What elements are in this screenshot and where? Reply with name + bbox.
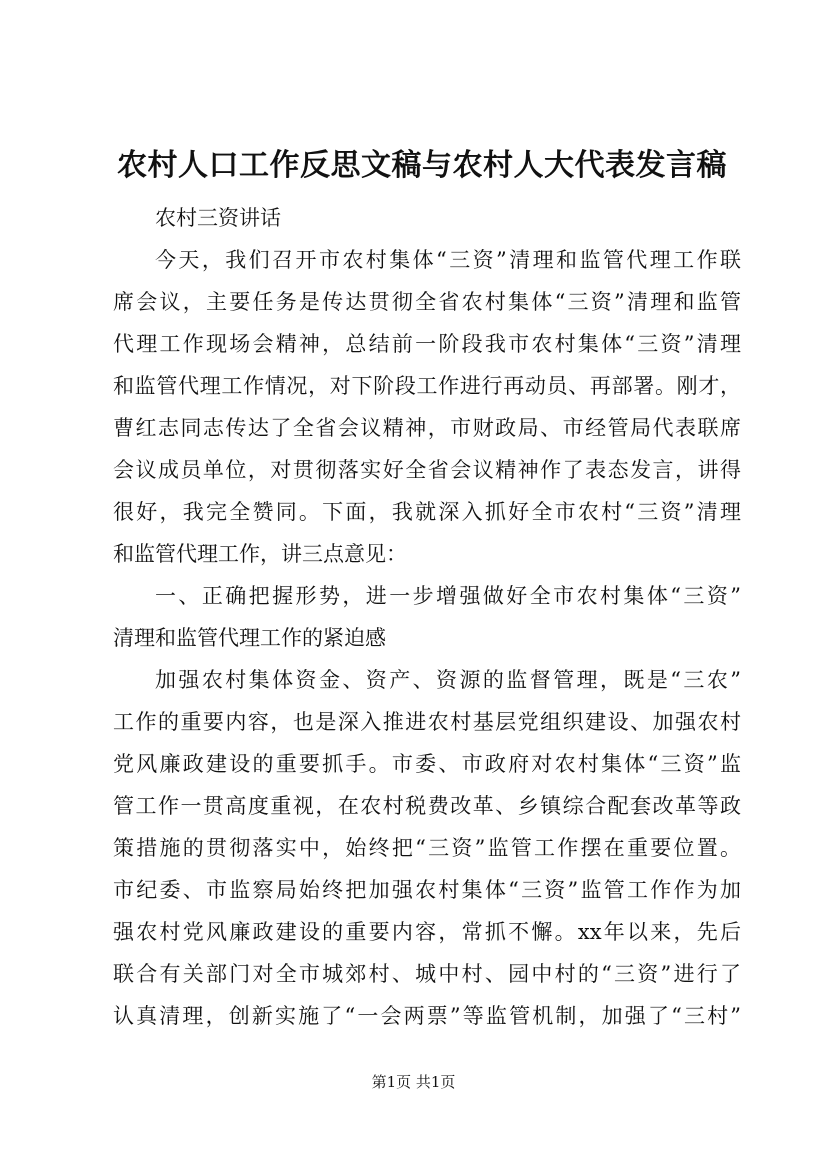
paragraph-line: 和监管代理工作情况，对下阶段工作进行再动员、再部署。刚才， (113, 374, 741, 398)
document-title: 农村人口工作反思文稿与农村人大代表发言稿 (117, 148, 727, 183)
paragraph-line: 党风廉政建设的重要抓手。市委、市政府对农村集体“三资”监 (113, 752, 741, 776)
paragraph-line: 席会议，主要任务是传达贯彻全省农村集体“三资”清理和监管 (113, 290, 741, 314)
paragraph-line: 强农村党风廉政建设的重要内容，常抓不懈。xx年以来，先后 (113, 920, 741, 944)
paragraph-line: 市纪委、市监察局始终把加强农村集体“三资”监管工作作为加 (113, 878, 741, 902)
subtitle-line: 农村三资讲话 (155, 206, 281, 230)
paragraph-line: 联合有关部门对全市城郊村、城中村、园中村的“三资”进行了 (113, 962, 741, 986)
paragraph-line: 认真清理，创新实施了“一会两票”等监管机制，加强了“三村” (113, 1004, 741, 1028)
paragraph-line: 策措施的贯彻落实中，始终把“三资”监管工作摆在重要位置。 (113, 836, 741, 860)
section-heading-line: 清理和监管代理工作的紧迫感 (113, 626, 386, 650)
paragraph-line: 会议成员单位，对贯彻落实好全省会议精神作了表态发言，讲得 (113, 458, 741, 482)
paragraph-line: 和监管代理工作，讲三点意见： (113, 542, 407, 566)
paragraph-line: 加强农村集体资金、资产、资源的监督管理，既是“三农” (155, 668, 741, 692)
paragraph-line: 今天，我们召开市农村集体“三资”清理和监管代理工作联 (155, 248, 741, 272)
paragraph-line: 工作的重要内容，也是深入推进农村基层党组织建设、加强农村 (113, 710, 741, 734)
paragraph-line: 曹红志同志传达了全省会议精神，市财政局、市经管局代表联席 (113, 416, 741, 440)
paragraph-line: 管工作一贯高度重视，在农村税费改革、乡镇综合配套改革等政 (113, 794, 741, 818)
section-heading-line: 一、正确把握形势，进一步增强做好全市农村集体“三资” (155, 584, 741, 608)
paragraph-line: 代理工作现场会精神，总结前一阶段我市农村集体“三资”清理 (113, 332, 741, 356)
page-number-footer: 第1页 共1页 (371, 1073, 456, 1091)
paragraph-line: 很好，我完全赞同。下面，我就深入抓好全市农村“三资”清理 (113, 500, 741, 524)
document-body (113, 197, 741, 1037)
